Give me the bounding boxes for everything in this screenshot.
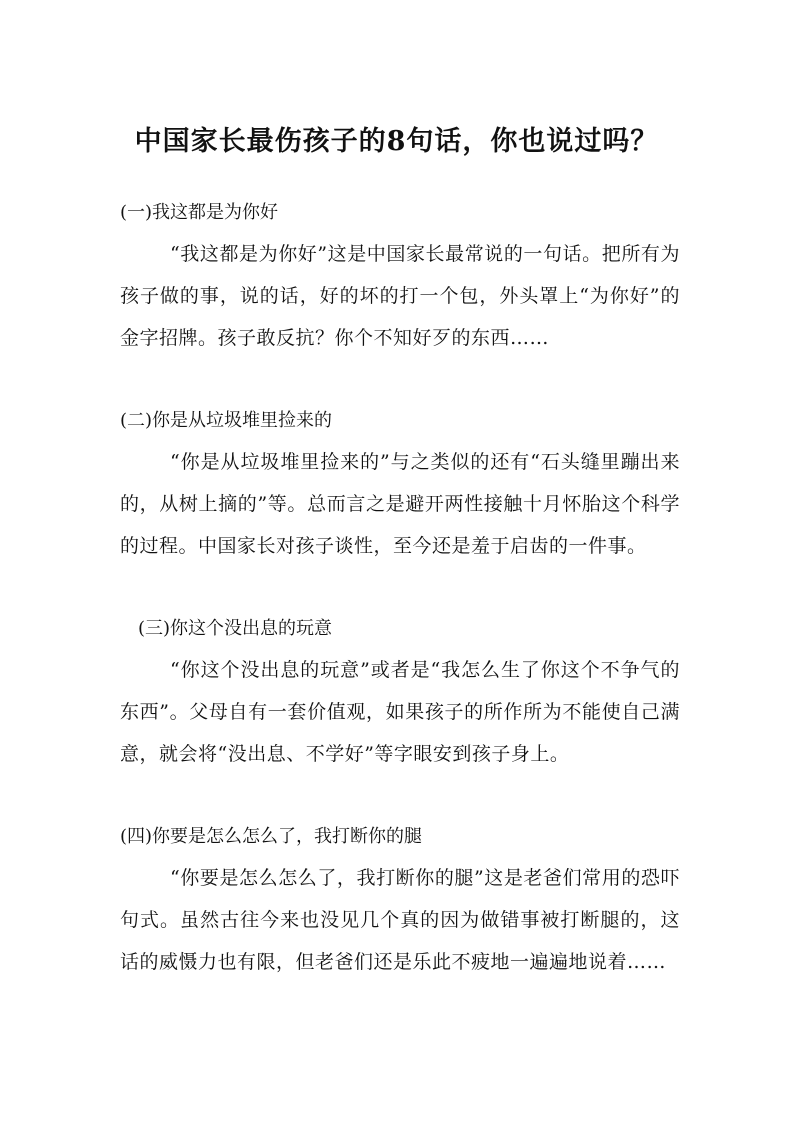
section-body-4: “你要是怎么怎么了，我打断你的腿”这是老爸们常用的恐吓句式。虽然古往今来也没见几个真的因为做错事被打断腿的，这话的威慑力也有限，但老爸们还是乐此不疲地一遍遍地说着…… (120, 867, 680, 973)
document-title: 中国家长最伤孩子的8句话，你也说过吗？ (134, 126, 659, 157)
section-heading-2: (二)你是从垃圾堆里捡来的 (120, 410, 333, 431)
section-heading-1: (一)我这都是为你好 (120, 202, 279, 223)
section-body-3: “你这个没出息的玩意”或者是“我怎么生了你这个不争气的东西”。父母自有一套价值观，如果孩子的所作所为不能使自己满意，就会将“没出息、不学好”等字眼安到孩子身上。 (120, 659, 680, 765)
section-body-1: “我这都是为你好”这是中国家长最常说的一句话。把所有为孩子做的事，说的话，好的坏的打一个包，外头罩上“为你好”的金字招牌。孩子敢反抗？你个不知好歹的东西…… (120, 243, 680, 349)
section-heading-3: (三)你这个没出息的玩意 (138, 618, 333, 639)
section-heading-4: (四)你要是怎么怎么了，我打断你的腿 (120, 826, 423, 847)
section-body-2: “你是从垃圾堆里捡来的”与之类似的还有“石头缝里蹦出来的，从树上摘的”等。总而言之是避开两性接触十月怀胎这个科学的过程。中国家长对孩子谈性，至今还是羞于启齿的一件事。 (120, 451, 680, 557)
